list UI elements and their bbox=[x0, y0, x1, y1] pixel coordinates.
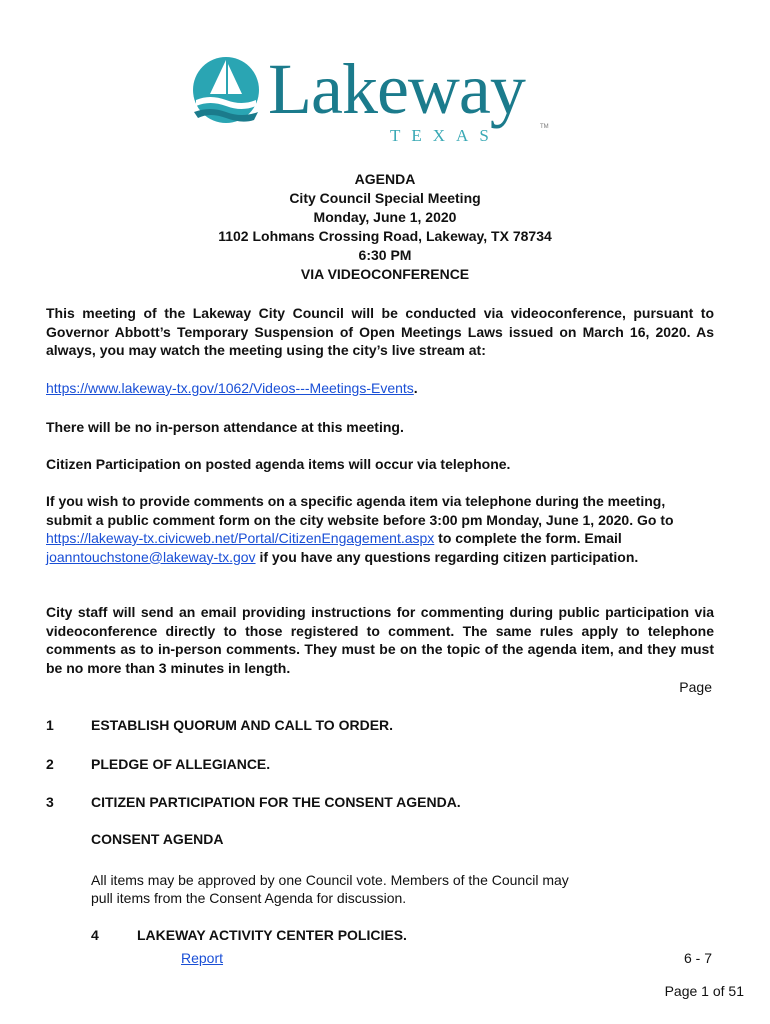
consent-note-line-2: pull items from the Consent Agenda for discussion. bbox=[91, 890, 407, 906]
logo-trademark: TM bbox=[540, 124, 549, 130]
item-title: PLEDGE OF ALLEGIANCE. bbox=[91, 756, 271, 772]
lakeway-logo bbox=[190, 50, 570, 150]
subitem-title: LAKEWAY ACTIVITY CENTER POLICIES. bbox=[137, 927, 407, 943]
meeting-date: Monday, June 1, 2020 bbox=[313, 209, 457, 225]
logo-wordmark: Lakeway bbox=[268, 49, 525, 129]
citizen-engagement-link[interactable]: https://lakeway-tx.civicweb.net/Portal/CitizenEngagement.aspx bbox=[46, 530, 435, 546]
intro-paragraph: This meeting of the Lakeway City Council will be conducted via videoconference, pursuant to Governor Abbott’s Temporary Suspension of Open Meetings Laws issued on March 16, 2020. As always, you may watch the meeting using the city’s live stream at: bbox=[46, 305, 714, 358]
consent-note-line-1: All items may be approved by one Council vote. Members of the Council may bbox=[91, 872, 569, 888]
meeting-format: VIA VIDEOCONFERENCE bbox=[300, 266, 470, 282]
item-number: 2 bbox=[46, 756, 54, 772]
no-attendance-notice: There will be no in-person attendance at this meeting. bbox=[46, 419, 404, 435]
agenda-header bbox=[0, 170, 770, 284]
item-title: ESTABLISH QUORUM AND CALL TO ORDER. bbox=[91, 717, 394, 733]
report-link[interactable]: Report bbox=[181, 950, 224, 966]
comment-paragraph bbox=[46, 492, 714, 566]
item-number: 1 bbox=[46, 717, 54, 733]
page-footer: Page 1 of 51 bbox=[664, 983, 744, 999]
page-column-label: Page bbox=[679, 679, 712, 695]
comment-text-3: if you have any questions regarding citizen participation. bbox=[255, 548, 639, 565]
agenda-title: AGENDA bbox=[354, 171, 416, 187]
subitem-pages: 6 - 7 bbox=[683, 950, 712, 966]
meeting-address: 1102 Lohmans Crossing Road, Lakeway, TX 78734 bbox=[218, 228, 552, 244]
stream-link-suffix: . bbox=[413, 380, 418, 396]
item-title: CITIZEN PARTICIPATION FOR THE CONSENT AGENDA. bbox=[91, 794, 461, 810]
comment-text-2: to complete the form. Email bbox=[434, 530, 622, 546]
consent-agenda-heading: CONSENT AGENDA bbox=[91, 831, 224, 847]
item-number: 3 bbox=[46, 794, 54, 810]
email-link[interactable]: joanntouchstone@lakeway-tx.gov bbox=[46, 548, 256, 565]
subitem-number: 4 bbox=[91, 927, 99, 943]
citizen-participation-notice: Citizen Participation on posted agenda items will occur via telephone. bbox=[46, 456, 511, 472]
staff-paragraph: City staff will send an email providing instructions for commenting during public participation via videoconference directly to those registered to comment. The same rules apply to telephone comments as to in-person comments. They must be on the topic of the agenda item, and they must be no more than 3 minutes in length. bbox=[46, 604, 714, 676]
meeting-time: 6:30 PM bbox=[358, 247, 412, 263]
meeting-type: City Council Special Meeting bbox=[289, 190, 481, 206]
consent-agenda-note bbox=[91, 871, 569, 907]
comment-text-1: If you wish to provide comments on a specific agenda item via telephone during the meeting, submit a public comment form on the city website before 3:00 pm Monday, June 1, 2020. Go to bbox=[46, 493, 674, 528]
logo-state: TEXAS bbox=[390, 126, 500, 145]
stream-link[interactable]: https://www.lakeway-tx.gov/1062/Videos---Meetings-Events bbox=[46, 380, 414, 396]
stream-link-line bbox=[46, 380, 418, 396]
